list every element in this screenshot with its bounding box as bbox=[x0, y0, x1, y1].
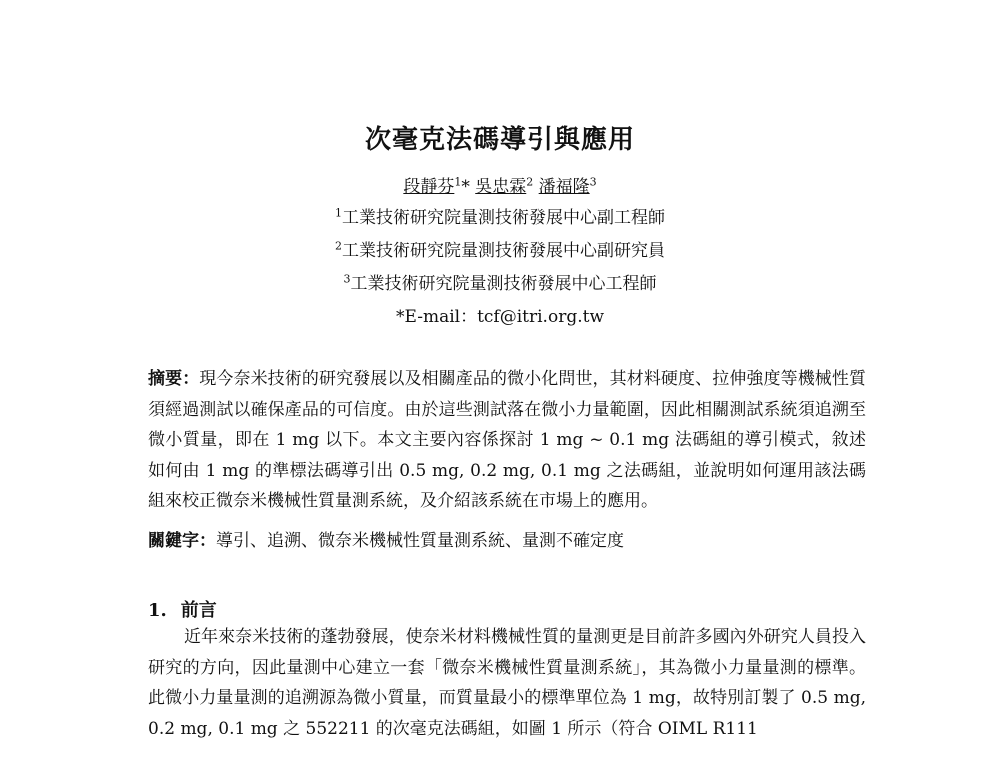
abstract-label: 摘要： bbox=[148, 369, 200, 389]
keywords bbox=[148, 526, 866, 557]
affiliation bbox=[0, 203, 1000, 228]
affiliation-mark: 1 bbox=[335, 206, 342, 220]
author-name: 潘福隆 bbox=[538, 177, 590, 197]
author-name: 吳忠霖 bbox=[475, 177, 527, 197]
affiliation-text: 工業技術研究院量測技術發展中心副研究員 bbox=[342, 241, 665, 261]
affiliation-text: 工業技術研究院量測技術發展中心副工程師 bbox=[342, 208, 665, 228]
author-name: 段靜芬 bbox=[403, 177, 455, 197]
contact-email: *E-mail：tcf@itri.org.tw bbox=[395, 307, 604, 327]
keywords-text: 導引、追溯、微奈米機械性質量測系統、量測不確定度 bbox=[216, 531, 624, 551]
author-mark: 2 bbox=[526, 175, 534, 189]
section-number: 1. bbox=[148, 600, 167, 621]
section-title: 前言 bbox=[180, 600, 217, 621]
affiliation-text: 工業技術研究院量測技術發展中心工程師 bbox=[350, 274, 657, 294]
affiliation-mark: 3 bbox=[343, 272, 351, 286]
author-mark: 3 bbox=[589, 175, 597, 189]
affiliation bbox=[0, 269, 1000, 294]
abstract-text: 現今奈米技術的研究發展以及相關產品的微小化問世，其材料硬度、拉伸強度等機械性質須經過測試以確保產品的可信度。由於這些測試落在微小力量範圍，因此相關測試系統須追溯至微小質量，即在 1 mg 以下。本文主要內容係探討 1 mg ~ 0.1 mg 法碼組的導引模式，敘述如何由 1 mg 的準標法碼導引出 0.5 mg, 0.2 mg, 0.1 mg 之法碼組，並說明如何運用該法碼組來校正微奈米機械性質量測系統，及介紹該系統在市場上的應用。 bbox=[148, 369, 867, 511]
author-list bbox=[0, 172, 1000, 197]
affiliation bbox=[0, 236, 1000, 261]
keywords-label: 關鍵字： bbox=[148, 531, 216, 551]
paper-title: 次毫克法碼導引與應用 bbox=[364, 125, 635, 155]
abstract bbox=[148, 364, 866, 517]
section-heading bbox=[148, 596, 217, 622]
section-body: 近年來奈米技術的蓬勃發展，使奈米材料機械性質的量測更是目前許多國內外研究人員投入研究的方向，因此量測中心建立一套「微奈米機械性質量測系統」，其為微小力量量測的標準。此微小力量量測的追溯源為微小質量，而質量最小的標準單位為 1 mg，故特別訂製了 0.5 mg, 0.2 mg, 0.1 mg 之 552211 的次毫克法碼組，如圖 1 所示（符合 OIML R111 bbox=[148, 627, 866, 739]
corresponding-mark: * bbox=[461, 177, 470, 197]
author-mark: 1 bbox=[454, 175, 462, 189]
affiliation-mark: 2 bbox=[335, 239, 342, 253]
